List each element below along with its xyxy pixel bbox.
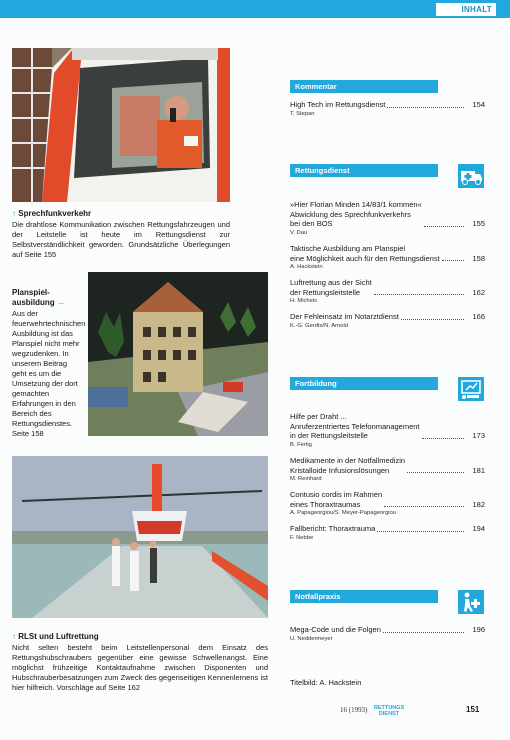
entry-page: 181: [472, 465, 485, 475]
section-kommentar: Kommentar: [290, 80, 438, 93]
arrow-up-icon: ↑: [12, 209, 16, 218]
leader-dots: [442, 260, 464, 261]
page-number: 151: [466, 705, 480, 714]
toc-entry[interactable]: Taktische Ausbildung am Planspiel eine Möglichkeit auch für den Rettungsdienst 158 A. Hackstein: [290, 244, 485, 270]
side-caption-body: Aus der feuerwehrtechnischen Ausbildung ist das Planspiel nicht mehr wegzudenken. In unserem Beitrag geht es um die Umsetzung der dort gemachten Erfahrungen in den Bereich des Rettungsdienstes. Seite 158: [12, 309, 86, 438]
entry-page: 182: [472, 499, 485, 509]
header-bar: [0, 0, 510, 18]
entry-page: 155: [472, 219, 485, 228]
toc-entry[interactable]: Der Fehleinsatz im Notarztdienst 166 K.-G. Gerdts/N. Arnold: [290, 312, 485, 329]
side-caption-title: Planspiel- ausbildung →: [12, 288, 65, 307]
entry-page: 162: [472, 287, 485, 297]
entry-author: H. Michels: [290, 298, 318, 304]
entry-author: U. Neddermeyer: [290, 635, 333, 642]
entry-page: 196: [472, 625, 485, 634]
toc-entry[interactable]: Contusio cordis im Rahmen eines Thoraxtraumas 182 A. Papageorgiou/S. Meyer-Papageorgiou: [290, 490, 485, 516]
entry-author: K.-G. Gerdts/N. Arnold: [290, 322, 348, 329]
caption-body: Die drahtlose Kommunikation zwischen Rettungsfahrzeugen und der Leitstelle ist heute im Rettungsdienst zur Selbstverständlichkeit geworden. Grundsätzliche Überlegungen auf Seite 155: [12, 220, 230, 259]
arrow-up-icon: ↑: [12, 632, 16, 641]
svg-text:RETTUNGS: RETTUNGS: [373, 705, 405, 711]
entry-author: V. Dau: [290, 229, 308, 236]
entry-author: B. Fertig: [290, 441, 312, 448]
helicopter-photo: [12, 456, 268, 618]
leader-dots: [401, 319, 464, 320]
section-notfallpraxis: Notfallpraxis: [290, 590, 438, 603]
leader-dots: [387, 107, 464, 108]
entry-author: F. Nebbe: [290, 534, 314, 541]
arrow-right-icon: →: [56, 298, 65, 307]
toc-entry[interactable]: Hilfe per Draht ... Anruferzentriertes Telefonmanagement in der Rettungsleitstelle 173 B. Fertig: [290, 412, 485, 448]
entry-page: 154: [472, 100, 485, 109]
entry-author: T. Stepan: [290, 110, 315, 117]
caption-body: Nicht selten besteht beim Leitstellenpersonal dem Einsatz des Rettungshubschraubers gegenüber eine gewisse Schwellenangst. Eine möglichst frühzeitige Kontaktaufnahme zwischen Disponenten und Hubschrauberbesatzungen zum Zweck des gegenseitigen Kennenlernens ist hier hilfreich. Vorschläge auf Seite 162: [12, 643, 268, 692]
svg-text:DIENST: DIENST: [378, 711, 400, 716]
section-rettungsdienst: Rettungsdienst: [290, 164, 438, 177]
leader-dots: [374, 294, 464, 295]
entry-page: 194: [472, 524, 485, 533]
entry-author: A. Papageorgiou/S. Meyer-Papageorgiou: [290, 510, 397, 516]
radio-photo: [12, 48, 230, 202]
ambulance-icon: [458, 164, 484, 188]
toc-entry[interactable]: Fallbericht: Thoraxtrauma 194 F. Nebbe: [290, 524, 485, 541]
section-label: INHALT: [436, 3, 496, 16]
entry-page: 166: [472, 312, 485, 321]
first-aid-icon: [458, 590, 484, 614]
caption-title: RLSt und Luftrettung: [18, 632, 99, 641]
entry-author: M. Reinhard: [290, 476, 322, 482]
leader-dots: [422, 438, 464, 439]
toc-entry[interactable]: High Tech im Rettungsdienst 154 T. Stepan: [290, 100, 485, 117]
training-icon: [458, 377, 484, 401]
side-caption: [12, 288, 86, 439]
toc-entry[interactable]: Luftrettung aus der Sicht der Rettungsleitstelle 162 H. Michels: [290, 278, 485, 304]
leader-dots: [424, 226, 464, 227]
entry-author: A. Hackstein: [290, 264, 323, 270]
leader-dots: [377, 531, 464, 532]
issue-number: 16 (1993): [340, 706, 368, 714]
leader-dots: [384, 506, 464, 507]
entry-page: 173: [472, 431, 485, 440]
toc-entry[interactable]: Medikamente in der Notfallmedizin Kristalloide Infusionslösungen 181 M. Reinhard: [290, 456, 485, 482]
toc-entry[interactable]: Mega-Code und die Folgen 196 U. Neddermeyer: [290, 625, 485, 642]
toc-entry[interactable]: »Hier Florian Minden 14/83/1 kommen« Abwicklung des Sprechfunkverkehrs bei den BOS 155 V. Dau: [290, 200, 485, 236]
section-fortbildung: Fortbildung: [290, 377, 438, 390]
rettungsdienst-logo: [372, 703, 406, 716]
entry-page: 158: [472, 253, 485, 263]
caption-title: Sprechfunkverkehr: [18, 209, 92, 218]
cover-credit: Titelbild: A. Hackstein: [290, 678, 362, 687]
leader-dots: [407, 472, 464, 473]
planspiel-photo: [88, 272, 268, 436]
leader-dots: [383, 632, 464, 633]
